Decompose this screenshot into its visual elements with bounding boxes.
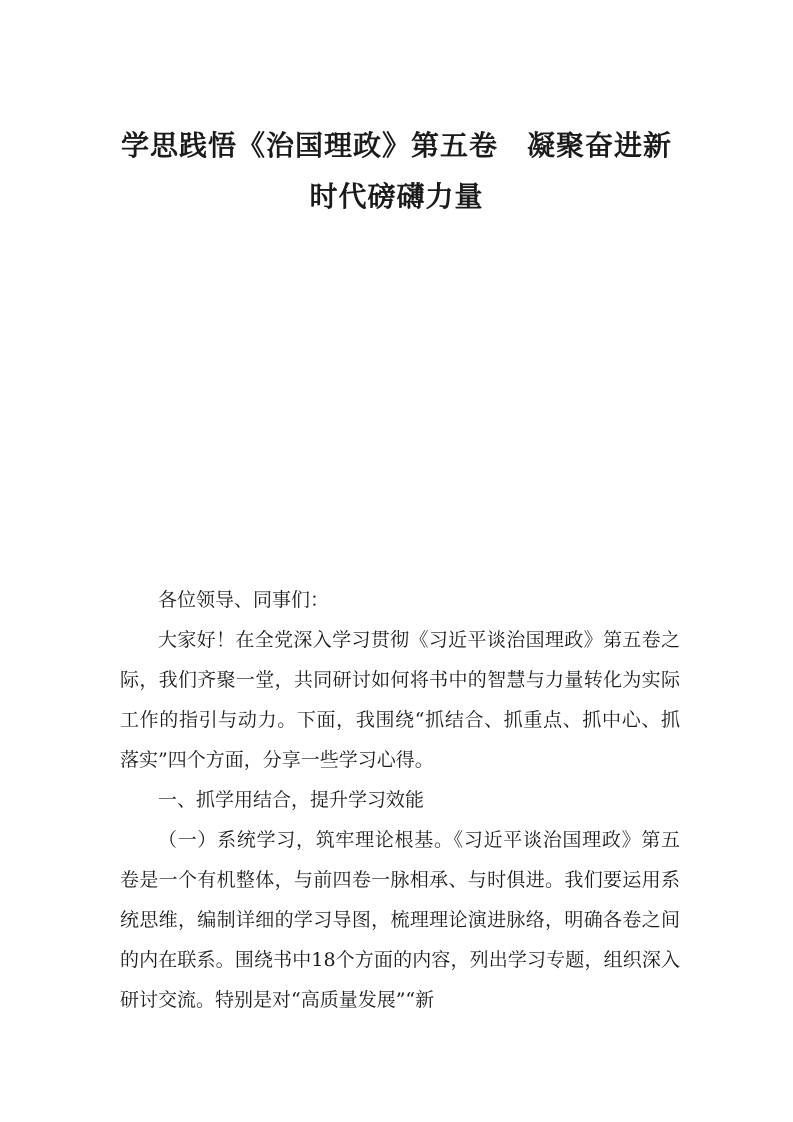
document-body — [120, 580, 680, 1020]
document-title-line-1: 学思践悟《治国理政》第五卷 凝聚奋进新 — [120, 129, 672, 162]
intro-paragraph: 大家好！在全党深入学习贯彻《习近平谈治国理政》第五卷之际，我们齐聚一堂，共同研讨如何将书中的智慧与力量转化为实际工作的指引与动力。下面，我围绕“抓结合、抓重点、抓中心、抓落实”四个方面，分享一些学习心得。 — [120, 629, 680, 771]
body-paragraph: （一）系统学习，筑牢理论根基。《习近平谈治国理政》第五卷是一个有机整体，与前四卷一脉相承、与时俱进。我们要运用系统思维，编制详细的学习导图，梳理理论演进脉络，明确各卷之间的内在联系。围绕书中18个方面的内容，列出学习专题，组织深入研讨交流。特别是对“高质量发展”“新 — [120, 829, 680, 1011]
document-title-line-2: 时代磅礴力量 — [309, 180, 484, 213]
salutation: 各位领导、同事们： — [158, 589, 330, 611]
section-heading: 一、抓学用结合，提升学习效能 — [158, 789, 425, 811]
